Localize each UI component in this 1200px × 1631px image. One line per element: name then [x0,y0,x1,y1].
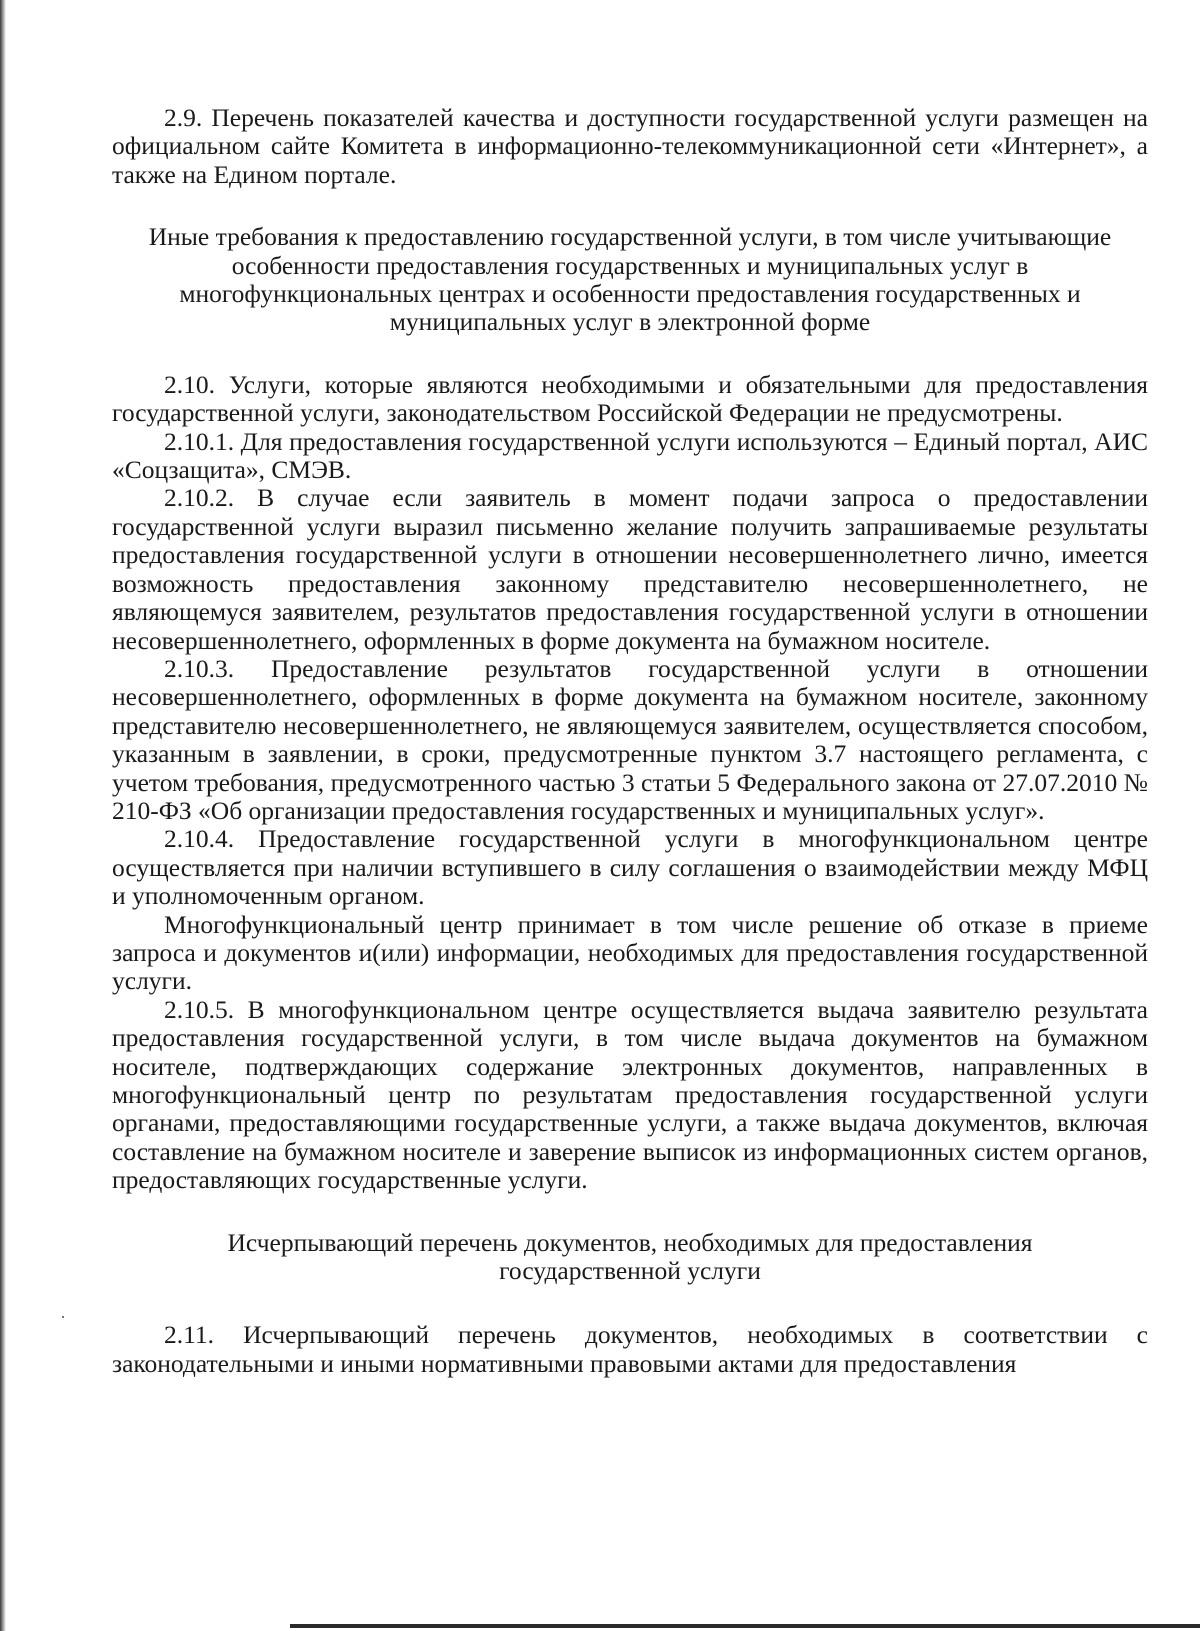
scan-bottom-edge [290,1624,1200,1628]
paragraph-2-9: 2.9. Перечень показателей качества и доступности государственной услуги размещен на официальном сайте Комитета в информационно-телекоммуникационной сети «Интернет», а также на Едином портале. [112,103,1148,189]
paragraph-2-10-4: 2.10.4. Предоставление государственной услуги в многофункциональном центре осуществляется при наличии вступившего в силу соглашения о взаимодействии между МФЦ и уполномоченным органом. [112,824,1148,911]
paragraph-2-11: 2.11. Исчерпывающий перечень документов, необходимых в соответствии с законодательными и иными нормативными правовыми актами для предоставления [112,1320,1148,1378]
paragraph-mfc-decision: Многофункциональный центр принимает в том числе решение об отказе в приеме запроса и документов и(или) информации, необходимых для предоставления государственной услуги. [112,909,1148,996]
spacer [112,337,1148,371]
spacer [112,189,1148,223]
spacer [112,1285,1148,1321]
scan-edge-shadow [0,0,6,1631]
paragraph-2-10: 2.10. Услуги, которые являются необходимыми и обязательными для предоставления государственной услуги, законодательством Российской Федерации не предусмотрены. [112,369,1148,428]
scan-dust-mark [62,1316,64,1318]
paragraph-2-10-5: 2.10.5. В многофункциональном центре осуществляется выдача заявителю результата предоставления государственной услуги, в том числе выдача документов на бумажном носителе, подтверждающих содержание электронных документов, направленных в многофункциональный центр по результатам предоставления государственной услуги органами, предоставляющими государственные услуги, а также выдача документов, включая составление на бумажном носителе и заверение выписок из информационных систем органов, предоставляющих государственные услуги. [112,994,1148,1195]
section-heading-documents: Исчерпывающий перечень документов, необходимых для предоставления государственной услуги [227,1227,1033,1286]
section-heading-other-requirements: Иные требования к предоставлению государственной услуги, в том числе учитывающие особенности предоставления государственных и муниципальных услуг в многофункциональных центрах и особенности предоставления государственных и муниципальных услуг в электронной форме [148,222,1112,337]
paragraph-2-10-2: 2.10.2. В случае если заявитель в момент подачи запроса о предоставлении государственной услуги выразил письменно желание получить запрашиваемые результаты предоставления государственной услуги в отношении несовершеннолетнего лично, имеется возможность предоставления законному представителю несовершеннолетнего, не являющемуся заявителем, результатов предоставления государственной услуги в отношении несовершеннолетнего, оформленных в форме документа на бумажном носителе. [112,483,1148,655]
paragraph-2-10-3: 2.10.3. Предоставление результатов государственной услуги в отношении несовершеннолетнего, оформленных в форме документа на бумажном носителе, законному представителю несовершеннолетнего, не являющемуся заявителем, осуществляется способом, указанным в заявлении, в сроки, предусмотренные пунктом 3.7 настоящего регламента, с учетом требования, предусмотренного частью 3 статьи 5 Федерального закона от 27.07.2010 № 210-ФЗ «Об организации предоставления государственных и муниципальных услуг». [112,653,1148,825]
spacer [112,1195,1148,1229]
paragraph-2-10-1: 2.10.1. Для предоставления государственной услуги используются – Единый портал, АИС «Соцзащита», СМЭВ. [112,426,1148,485]
document-body [112,104,1148,1378]
